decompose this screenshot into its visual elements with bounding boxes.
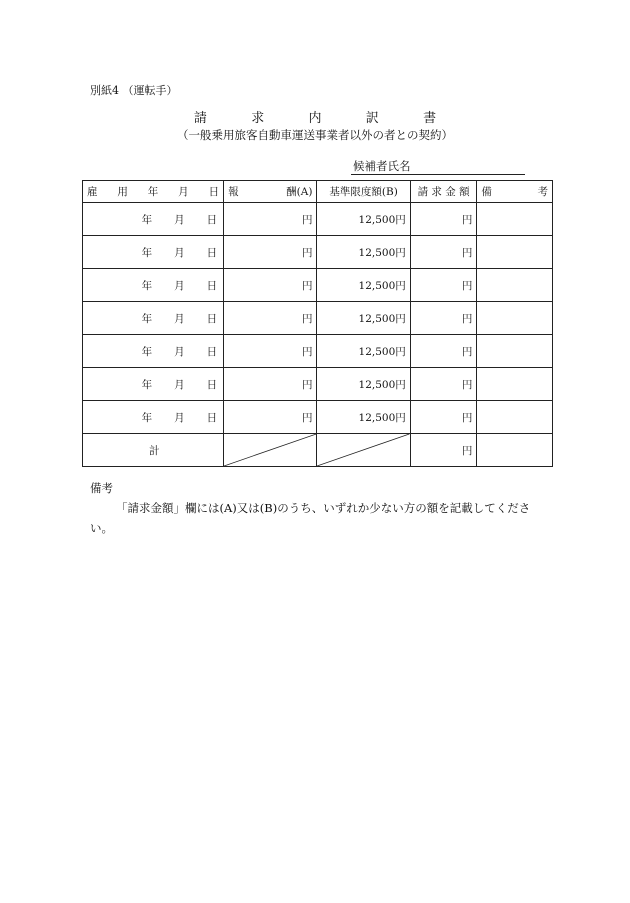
request-cell[interactable]: 円 (410, 203, 477, 236)
candidate-name-label: 候補者氏名 (353, 159, 411, 173)
date-unit-month: 月 (174, 246, 185, 259)
date-unit-year: 年 (141, 345, 153, 358)
note-cell[interactable] (477, 302, 553, 335)
header-char: 雇 (87, 186, 98, 198)
date-cell[interactable] (83, 269, 224, 302)
date-unit-day: 日 (206, 411, 218, 424)
table-row (83, 335, 553, 368)
table-row (83, 203, 553, 236)
date-cell[interactable] (83, 236, 224, 269)
note-cell[interactable] (477, 368, 553, 401)
date-cell[interactable] (83, 401, 224, 434)
limit-cell: 12,500円 (317, 401, 410, 434)
total-row (83, 434, 553, 467)
header-request: 請 求 金 額 (410, 181, 477, 203)
reward-cell[interactable]: 円 (224, 203, 317, 236)
table-row (83, 302, 553, 335)
header-char: 月 (178, 186, 189, 198)
date-unit-day: 日 (206, 213, 218, 226)
title-char: 訳 (365, 111, 379, 126)
date-unit-day: 日 (206, 378, 218, 391)
table-header-row (83, 181, 553, 203)
date-unit-year: 年 (141, 312, 153, 325)
date-unit-day: 日 (206, 279, 218, 292)
date-unit-day: 日 (206, 345, 218, 358)
limit-cell: 12,500円 (317, 335, 410, 368)
header-limit: 基準限度額(B) (317, 181, 410, 203)
header-note (477, 181, 553, 203)
note-cell[interactable] (477, 236, 553, 269)
total-note-cell[interactable] (477, 434, 553, 467)
request-cell[interactable]: 円 (410, 302, 477, 335)
limit-cell: 12,500円 (317, 203, 410, 236)
total-label-text: 計 (149, 444, 160, 457)
table-row (83, 368, 553, 401)
date-cell[interactable] (83, 368, 224, 401)
date-unit-day: 日 (206, 246, 218, 259)
title-char: 請 (193, 111, 207, 126)
date-unit-month: 月 (174, 345, 185, 358)
attachment-label: 別紙4 （運転手） (90, 84, 178, 97)
total-reward-blank (224, 434, 317, 467)
limit-cell: 12,500円 (317, 236, 410, 269)
diagonal-line (224, 434, 316, 466)
date-unit-year: 年 (141, 378, 153, 391)
reward-cell[interactable]: 円 (224, 236, 317, 269)
table-row (83, 401, 553, 434)
header-char: 報 (228, 186, 239, 198)
date-unit-year: 年 (141, 411, 153, 424)
limit-cell: 12,500円 (317, 368, 410, 401)
date-unit-year: 年 (141, 246, 153, 259)
note-cell[interactable] (477, 203, 553, 236)
reward-cell[interactable]: 円 (224, 401, 317, 434)
header-char: 備 (481, 186, 492, 198)
date-unit-day: 日 (206, 312, 218, 325)
request-cell[interactable]: 円 (410, 368, 477, 401)
table-row (83, 269, 553, 302)
note-cell[interactable] (477, 269, 553, 302)
reward-cell[interactable]: 円 (224, 302, 317, 335)
date-unit-month: 月 (174, 279, 185, 292)
table-row (83, 236, 553, 269)
date-unit-month: 月 (174, 411, 185, 424)
date-unit-year: 年 (141, 279, 153, 292)
document-title (0, 107, 630, 126)
date-cell[interactable] (83, 302, 224, 335)
request-cell[interactable]: 円 (410, 236, 477, 269)
date-cell[interactable] (83, 335, 224, 368)
reward-cell[interactable]: 円 (224, 335, 317, 368)
title-char: 求 (251, 111, 265, 126)
request-cell[interactable]: 円 (410, 335, 477, 368)
request-cell[interactable]: 円 (410, 269, 477, 302)
date-unit-month: 月 (174, 213, 185, 226)
notes-body: 「請求金額」欄には(A)又は(B)のうち、いずれか少ない方の額を記載してください。 (90, 501, 531, 535)
total-label (83, 434, 224, 467)
header-employment-date (83, 181, 224, 203)
diagonal-line (317, 434, 409, 466)
header-char: 酬(A) (286, 186, 313, 198)
note-cell[interactable] (477, 401, 553, 434)
notes-heading: 備考 (90, 481, 113, 495)
title-char: 書 (423, 111, 437, 126)
document-subtitle: （一般乗用旅客自動車運送事業者以外の者との契約） (177, 128, 453, 142)
reward-cell[interactable]: 円 (224, 368, 317, 401)
title-char: 内 (308, 111, 322, 126)
total-limit-blank (317, 434, 410, 467)
header-char: 用 (117, 186, 128, 198)
note-cell[interactable] (477, 335, 553, 368)
date-unit-month: 月 (174, 378, 185, 391)
date-cell[interactable] (83, 203, 224, 236)
limit-cell: 12,500円 (317, 269, 410, 302)
header-char: 日 (208, 186, 220, 198)
date-unit-month: 月 (174, 312, 185, 325)
total-request-cell[interactable]: 円 (410, 434, 477, 467)
billing-table (82, 180, 553, 467)
candidate-name-field[interactable] (351, 158, 525, 175)
reward-cell[interactable]: 円 (224, 269, 317, 302)
header-char: 考 (537, 186, 548, 198)
header-char: 年 (147, 186, 159, 198)
header-reward (224, 181, 317, 203)
limit-cell: 12,500円 (317, 302, 410, 335)
date-unit-year: 年 (141, 213, 153, 226)
request-cell[interactable]: 円 (410, 401, 477, 434)
